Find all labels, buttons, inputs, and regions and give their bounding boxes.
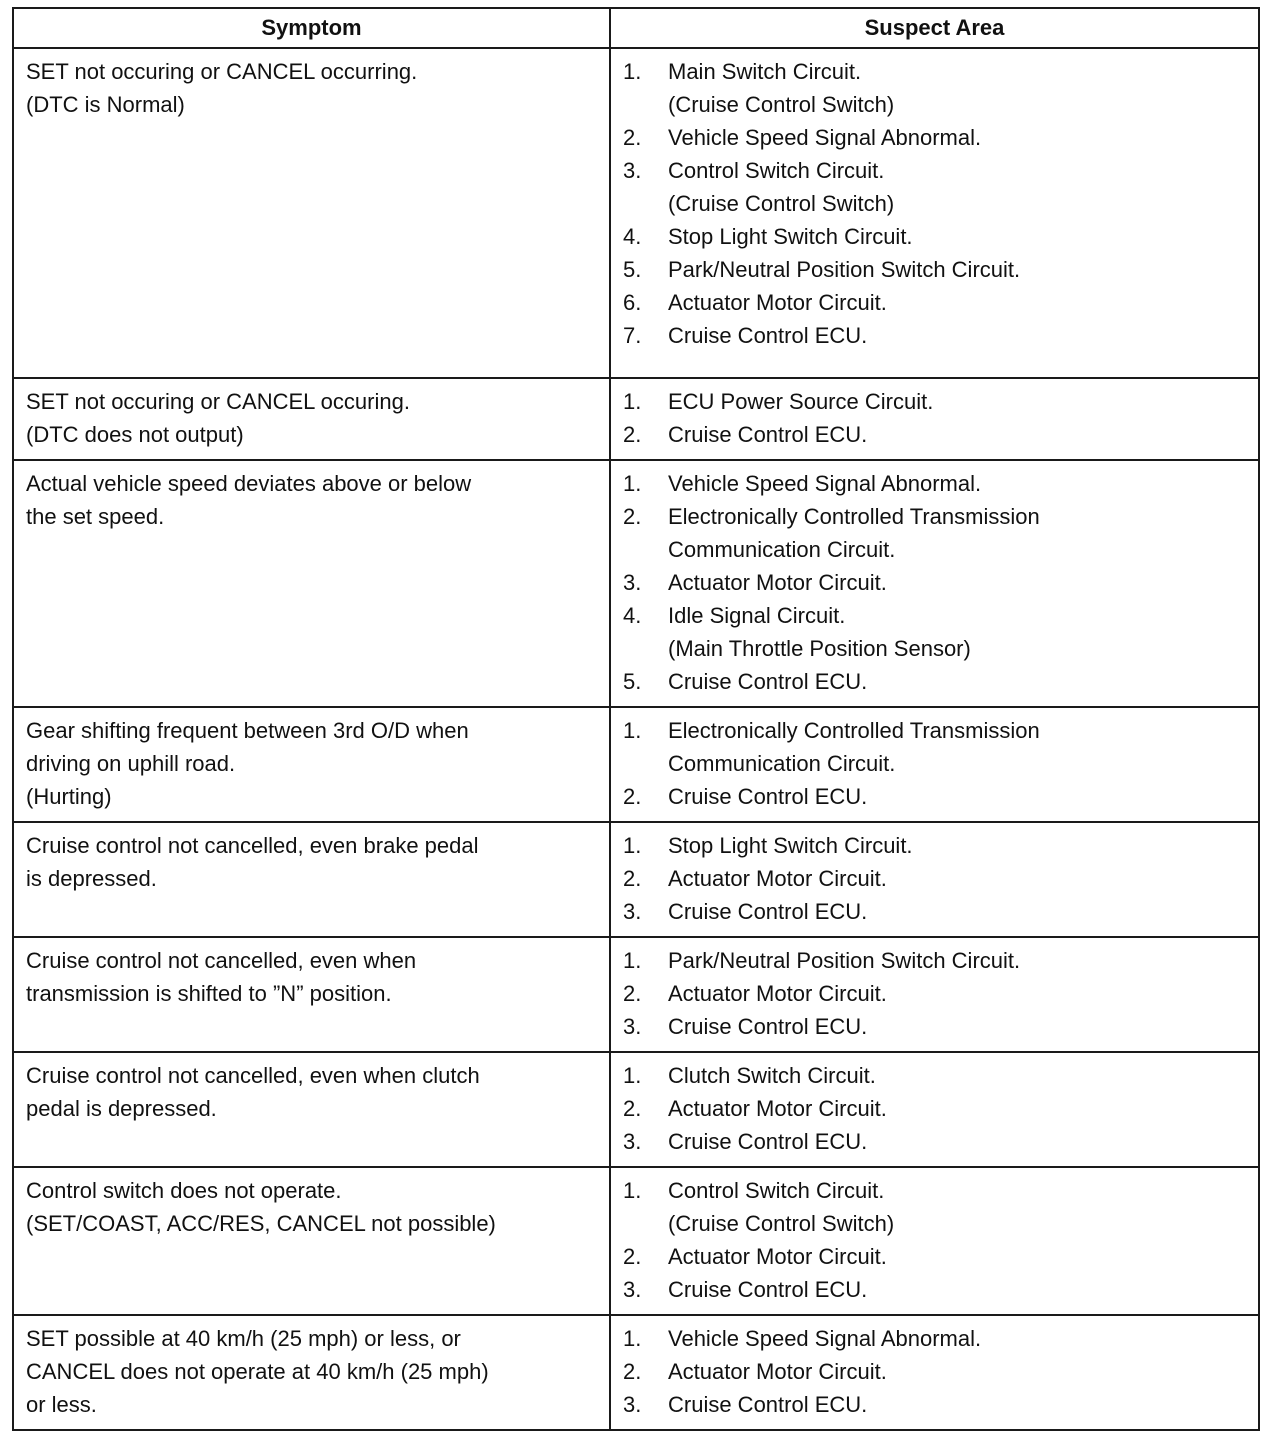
symptom-text: Cruise control not cancelled, even when clutch — [26, 1063, 480, 1088]
suspect-item-number: 3. — [623, 1129, 642, 1154]
suspect-item-line: (Cruise Control Switch) — [668, 92, 895, 117]
symptom-text: Control switch does not operate. — [26, 1178, 342, 1203]
suspect-item — [623, 500, 1248, 566]
suspect-item — [623, 1125, 1248, 1158]
table-row — [13, 937, 1259, 1052]
symptom-text: CANCEL does not operate at 40 km/h (25 mph) — [26, 1359, 489, 1384]
suspect-item-line: Vehicle Speed Signal Abnormal. — [668, 471, 982, 496]
suspect-item-line: Park/Neutral Position Switch Circuit. — [668, 257, 1021, 282]
table-body — [13, 48, 1259, 1430]
suspect-item-number: 1. — [623, 59, 642, 84]
suspect-item-line: Stop Light Switch Circuit. — [668, 833, 913, 858]
suspect-item-line: ECU Power Source Circuit. — [668, 389, 934, 414]
suspect-item-number: 2. — [623, 422, 642, 447]
suspect-item-line: Electronically Controlled Transmission — [668, 504, 1040, 529]
suspect-item — [623, 154, 1248, 220]
suspect-item-line: Cruise Control ECU. — [668, 1392, 868, 1417]
suspect-item-line: Cruise Control ECU. — [668, 1129, 868, 1154]
suspect-item-line: Cruise Control ECU. — [668, 669, 868, 694]
suspect-item-text — [668, 1273, 1248, 1306]
suspect-item — [623, 253, 1248, 286]
suspect-item-text — [668, 977, 1248, 1010]
suspect-item-number: 1. — [623, 1326, 642, 1351]
suspect-item — [623, 220, 1248, 253]
suspect-item-line: Cruise Control ECU. — [668, 784, 868, 809]
suspect-item-text — [668, 1059, 1248, 1092]
suspect-item-number: 5. — [623, 669, 642, 694]
suspect-item-line: Actuator Motor Circuit. — [668, 290, 887, 315]
table-row — [13, 1052, 1259, 1167]
suspect-item-text — [668, 714, 1248, 780]
suspect-item-line: Cruise Control ECU. — [668, 422, 868, 447]
suspect-item-line: Control Switch Circuit. — [668, 1178, 885, 1203]
suspect-item — [623, 599, 1248, 665]
symptom-header: Symptom — [13, 8, 610, 48]
suspect-item-number: 1. — [623, 948, 642, 973]
suspect-item — [623, 1240, 1248, 1273]
suspect-item-text — [668, 1174, 1248, 1240]
suspect-area-cell — [610, 707, 1259, 822]
suspect-item-line: Cruise Control ECU. — [668, 1014, 868, 1039]
symptom-text: or less. — [26, 1392, 97, 1417]
table-row — [13, 1315, 1259, 1430]
symptom-text: (Hurting) — [26, 784, 112, 809]
suspect-item-number: 3. — [623, 570, 642, 595]
suspect-item-text — [668, 220, 1248, 253]
suspect-item — [623, 714, 1248, 780]
suspect-item-text — [668, 319, 1248, 352]
symptom-text: transmission is shifted to ”N” position. — [26, 981, 392, 1006]
suspect-item-text — [668, 286, 1248, 319]
symptom-cell — [13, 1315, 610, 1430]
suspect-item-number: 6. — [623, 290, 642, 315]
header-row — [13, 8, 1259, 48]
symptom-cell — [13, 460, 610, 707]
suspect-item-text — [668, 566, 1248, 599]
suspect-item-line: Actuator Motor Circuit. — [668, 1096, 887, 1121]
suspect-item-text — [668, 418, 1248, 451]
suspect-item — [623, 944, 1248, 977]
suspect-item — [623, 1092, 1248, 1125]
suspect-item-text — [668, 1092, 1248, 1125]
suspect-item — [623, 862, 1248, 895]
suspect-item-number: 4. — [623, 224, 642, 249]
symptom-text: SET possible at 40 km/h (25 mph) or less, or — [26, 1326, 461, 1351]
suspect-item — [623, 121, 1248, 154]
symptom-text: Actual vehicle speed deviates above or below — [26, 471, 472, 496]
symptom-cell — [13, 1052, 610, 1167]
suspect-item-number: 5. — [623, 257, 642, 282]
suspect-item-number: 2. — [623, 125, 642, 150]
suspect-item-text — [668, 385, 1248, 418]
suspect-item-text — [668, 154, 1248, 220]
suspect-item-line: Stop Light Switch Circuit. — [668, 224, 913, 249]
suspect-area-cell — [610, 1052, 1259, 1167]
suspect-item-text — [668, 599, 1248, 665]
suspect-item — [623, 286, 1248, 319]
suspect-item-number: 3. — [623, 1277, 642, 1302]
suspect-item-line: Electronically Controlled Transmission — [668, 718, 1040, 743]
suspect-item-number: 7. — [623, 323, 642, 348]
suspect-area-cell — [610, 1315, 1259, 1430]
suspect-item-text — [668, 253, 1248, 286]
table-row — [13, 822, 1259, 937]
symptom-text: SET not occuring or CANCEL occurring. — [26, 59, 418, 84]
symptom-cell — [13, 1167, 610, 1315]
table-row — [13, 707, 1259, 822]
suspect-item-line: Vehicle Speed Signal Abnormal. — [668, 125, 982, 150]
suspect-item — [623, 1322, 1248, 1355]
suspect-item-number: 2. — [623, 1359, 642, 1384]
suspect-item-number: 1. — [623, 1178, 642, 1203]
suspect-item-line: Actuator Motor Circuit. — [668, 866, 887, 891]
suspect-item-line: Clutch Switch Circuit. — [668, 1063, 876, 1088]
suspect-item-number: 2. — [623, 784, 642, 809]
suspect-item — [623, 665, 1248, 698]
suspect-item-line: Actuator Motor Circuit. — [668, 981, 887, 1006]
suspect-item-line: Main Switch Circuit. — [668, 59, 862, 84]
suspect-item-text — [668, 467, 1248, 500]
suspect-item-number: 3. — [623, 158, 642, 183]
suspect-area-header: Suspect Area — [610, 8, 1259, 48]
table-row — [13, 1167, 1259, 1315]
suspect-item-number: 4. — [623, 603, 642, 628]
symptom-cell — [13, 48, 610, 378]
suspect-item-number: 1. — [623, 1063, 642, 1088]
suspect-item-number: 1. — [623, 389, 642, 414]
suspect-area-cell — [610, 1167, 1259, 1315]
suspect-item-text — [668, 829, 1248, 862]
suspect-item-text — [668, 121, 1248, 154]
suspect-item-text — [668, 944, 1248, 977]
symptom-text: driving on uphill road. — [26, 751, 236, 776]
suspect-item-text — [668, 862, 1248, 895]
suspect-item-text — [668, 1355, 1248, 1388]
suspect-item-line: (Main Throttle Position Sensor) — [668, 636, 971, 661]
suspect-item-line: Idle Signal Circuit. — [668, 603, 846, 628]
suspect-area-cell — [610, 48, 1259, 378]
symptom-text: the set speed. — [26, 504, 165, 529]
suspect-item-text — [668, 895, 1248, 928]
symptom-text: pedal is depressed. — [26, 1096, 217, 1121]
suspect-item — [623, 319, 1248, 352]
symptom-cell — [13, 937, 610, 1052]
suspect-item — [623, 55, 1248, 121]
suspect-item-line: Control Switch Circuit. — [668, 158, 885, 183]
suspect-item-text — [668, 665, 1248, 698]
suspect-item-number: 2. — [623, 1244, 642, 1269]
suspect-item-number: 2. — [623, 1096, 642, 1121]
suspect-item-line: Communication Circuit. — [668, 537, 896, 562]
symptom-text: Cruise control not cancelled, even brake pedal — [26, 833, 479, 858]
symptom-text: SET not occuring or CANCEL occuring. — [26, 389, 410, 414]
suspect-item — [623, 829, 1248, 862]
suspect-item-number: 2. — [623, 504, 642, 529]
suspect-item-text — [668, 55, 1248, 121]
suspect-item — [623, 1059, 1248, 1092]
suspect-item — [623, 1388, 1248, 1421]
symptom-text: Cruise control not cancelled, even when — [26, 948, 417, 973]
suspect-area-cell — [610, 822, 1259, 937]
suspect-item-line: (Cruise Control Switch) — [668, 1211, 895, 1236]
symptom-cell — [13, 378, 610, 460]
table-row — [13, 48, 1259, 378]
suspect-item-number: 3. — [623, 1014, 642, 1039]
suspect-item — [623, 385, 1248, 418]
suspect-item-text — [668, 500, 1248, 566]
suspect-item-line: Park/Neutral Position Switch Circuit. — [668, 948, 1021, 973]
suspect-item-line: Cruise Control ECU. — [668, 323, 868, 348]
suspect-item-line: (Cruise Control Switch) — [668, 191, 895, 216]
suspect-item-number: 3. — [623, 1392, 642, 1417]
suspect-item-text — [668, 1322, 1248, 1355]
table-row — [13, 378, 1259, 460]
suspect-item — [623, 1355, 1248, 1388]
symptom-cell — [13, 707, 610, 822]
suspect-item-text — [668, 1388, 1248, 1421]
suspect-item-number: 1. — [623, 833, 642, 858]
suspect-item-line: Actuator Motor Circuit. — [668, 570, 887, 595]
suspect-item-line: Cruise Control ECU. — [668, 1277, 868, 1302]
suspect-item — [623, 1273, 1248, 1306]
suspect-item-line: Vehicle Speed Signal Abnormal. — [668, 1326, 982, 1351]
symptom-text: is depressed. — [26, 866, 157, 891]
suspect-item-text — [668, 1240, 1248, 1273]
suspect-item — [623, 418, 1248, 451]
suspect-item-text — [668, 780, 1248, 813]
suspect-item — [623, 467, 1248, 500]
suspect-item — [623, 780, 1248, 813]
suspect-area-cell — [610, 937, 1259, 1052]
suspect-item-line: Actuator Motor Circuit. — [668, 1244, 887, 1269]
symptom-text: (DTC is Normal) — [26, 92, 185, 117]
table-row — [13, 460, 1259, 707]
suspect-item — [623, 566, 1248, 599]
suspect-item-number: 1. — [623, 718, 642, 743]
symptom-cell — [13, 822, 610, 937]
suspect-item — [623, 977, 1248, 1010]
suspect-area-cell — [610, 460, 1259, 707]
suspect-item-line: Cruise Control ECU. — [668, 899, 868, 924]
suspect-item — [623, 1010, 1248, 1043]
symptom-text: (SET/COAST, ACC/RES, CANCEL not possible) — [26, 1211, 496, 1236]
suspect-item-line: Actuator Motor Circuit. — [668, 1359, 887, 1384]
suspect-item-number: 1. — [623, 471, 642, 496]
suspect-item-line: Communication Circuit. — [668, 751, 896, 776]
suspect-item-number: 2. — [623, 981, 642, 1006]
suspect-item — [623, 895, 1248, 928]
symptom-text: Gear shifting frequent between 3rd O/D when — [26, 718, 469, 743]
suspect-item-text — [668, 1125, 1248, 1158]
suspect-item-number: 2. — [623, 866, 642, 891]
suspect-item-number: 3. — [623, 899, 642, 924]
troubleshooting-table — [12, 7, 1260, 1431]
suspect-item — [623, 1174, 1248, 1240]
suspect-item-text — [668, 1010, 1248, 1043]
symptom-text: (DTC does not output) — [26, 422, 244, 447]
suspect-area-cell — [610, 378, 1259, 460]
